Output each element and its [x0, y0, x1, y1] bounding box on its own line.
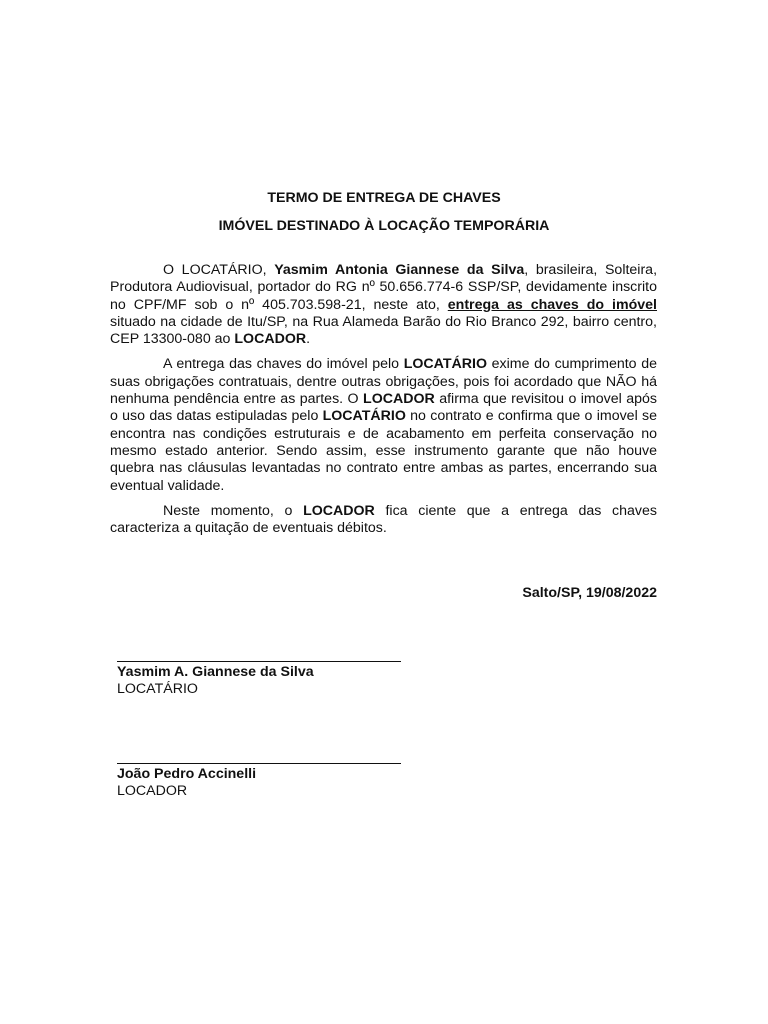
paragraph-settlement [110, 503, 657, 538]
text-segment: , brasileira, Solteira, Produtora Audiovisual, portador do RG nº 50.656.774-6 SSP/SP, devidamente inscrito no CPF/MF sob o nº 405.703.598-21, neste ato, [110, 262, 658, 313]
landlord-term: LOCADOR [363, 391, 435, 408]
document-title: TERMO DE ENTREGA DE CHAVES [267, 190, 501, 206]
signer-role: LOCATÁRIO [117, 681, 198, 697]
paragraph-tenant-declaration [110, 262, 657, 348]
landlord-term: LOCADOR [234, 331, 307, 348]
text-segment: exime do cumprimento de suas obrigações contratuais, dentre outras obrigações, pois foi acordado que NÃO há nenhuma pendência entre as partes. O [110, 356, 657, 408]
text-segment: O LOCATÁRIO, [163, 262, 275, 278]
key-delivery-emphasis: entrega as chaves do imóvel [447, 296, 658, 313]
signature-line [117, 649, 401, 662]
text-segment: A entrega das chaves do imóvel pelo [163, 356, 404, 373]
signer-role: LOCADOR [117, 783, 188, 799]
text-segment: fica ciente que a entrega das chaves caracteriza a quitação de eventuais débitos. [110, 502, 657, 537]
tenant-full-name: Yasmim Antonia Giannese da Silva [274, 262, 525, 278]
paragraph-obligations [110, 356, 657, 494]
tenant-term: LOCATÁRIO [322, 408, 406, 425]
text-segment: . [306, 331, 311, 348]
text-segment: afirma que revisitou o imovel após o uso das datas estipuladas pelo [110, 391, 657, 425]
document-subtitle: IMÓVEL DESTINADO À LOCAÇÃO TEMPORÁRIA [218, 218, 550, 234]
document-body [110, 262, 657, 545]
text-segment: no contrato e confirma que o imovel se encontra nas condições estruturais e de acabamento em perfeita conservação no mesmo estado anterior. Sendo assim, esse instrumento garante que não houve quebra nas cláusulas levantadas no contrato entre ambas as partes, encerrando sua eventual validade. [110, 408, 657, 494]
landlord-term: LOCADOR [303, 502, 375, 519]
text-segment: situado na cidade de Itu/SP, na Rua Alameda Barão do Rio Branco 292, bairro centro, CEP 13300-080 ao [110, 313, 657, 348]
signature-block-landlord [117, 751, 407, 800]
text-segment: Neste momento, o [163, 502, 304, 519]
tenant-term: LOCATÁRIO [403, 356, 488, 373]
place-and-date: Salto/SP, 19/08/2022 [522, 585, 657, 601]
signature-line [117, 751, 401, 764]
signature-block-tenant [117, 649, 407, 698]
signer-name: Yasmim A. Giannese da Silva [117, 664, 314, 680]
signer-name: João Pedro Accinelli [117, 766, 257, 782]
